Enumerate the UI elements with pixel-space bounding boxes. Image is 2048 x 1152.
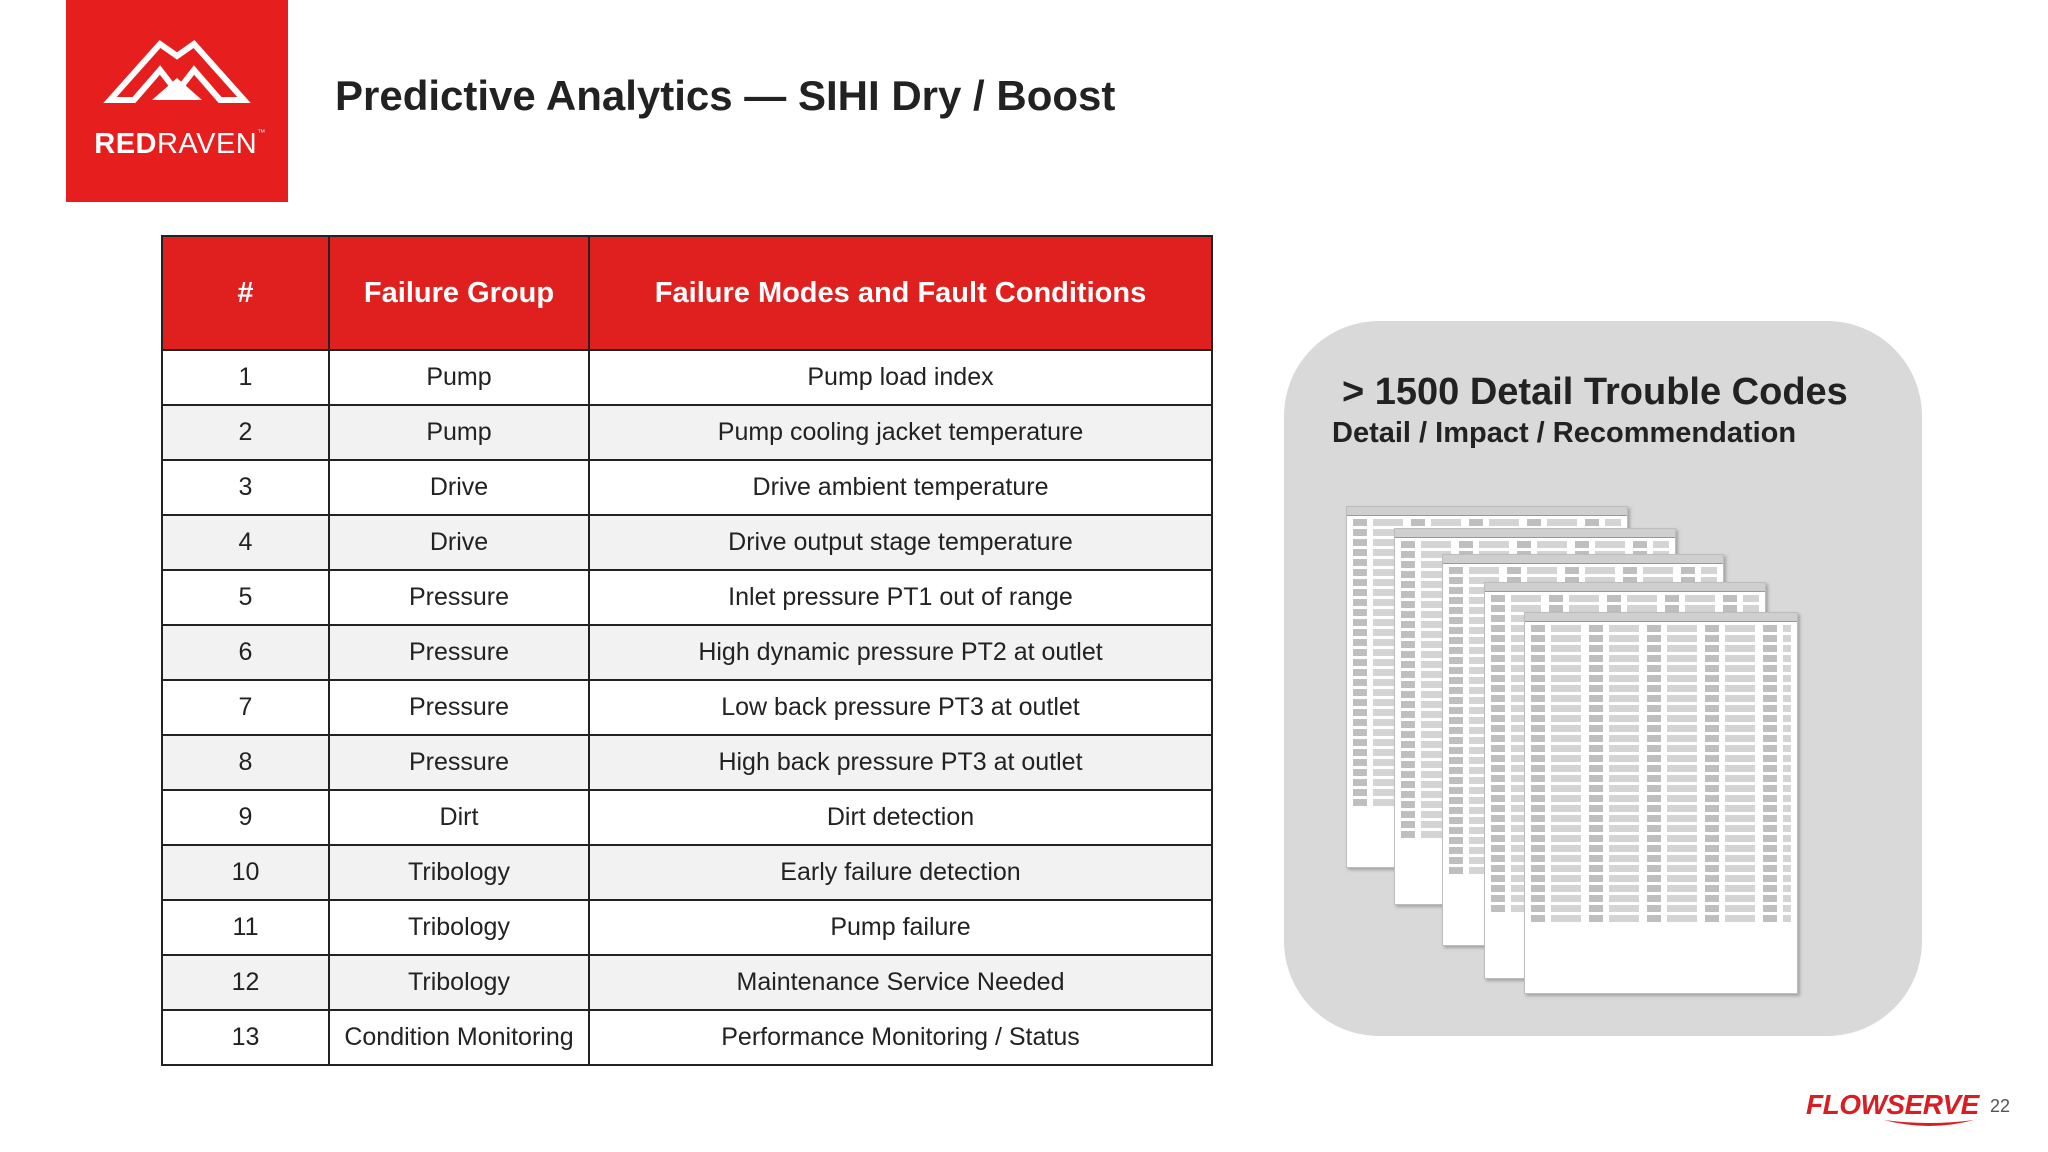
redraven-logo (66, 0, 288, 202)
sheet-text-line (1531, 655, 1791, 662)
sheet-text-line (1531, 875, 1791, 882)
row-number: 6 (162, 625, 329, 680)
table-row (162, 955, 1212, 1010)
header-number: # (162, 236, 329, 350)
table-row (162, 735, 1212, 790)
row-number: 12 (162, 955, 329, 1010)
sheet-text-line (1531, 645, 1791, 652)
row-mode: Drive ambient temperature (589, 460, 1212, 515)
trouble-codes-panel (1284, 321, 1922, 1036)
row-group: Drive (329, 515, 589, 570)
sheet-text-line (1531, 815, 1791, 822)
table-row (162, 460, 1212, 515)
sheet-text-line (1449, 567, 1717, 574)
row-number: 9 (162, 790, 329, 845)
sheet-text-line (1531, 745, 1791, 752)
sheet-text-line (1531, 705, 1791, 712)
table-row (162, 1010, 1212, 1065)
table-row (162, 350, 1212, 405)
flowserve-swoosh-icon (1884, 1118, 1974, 1130)
table-row (162, 405, 1212, 460)
header-failure-modes: Failure Modes and Fault Conditions (589, 236, 1212, 350)
row-mode: Low back pressure PT3 at outlet (589, 680, 1212, 735)
row-group: Pump (329, 405, 589, 460)
sheet-header-bar (1347, 507, 1627, 516)
trouble-codes-subheading: Detail / Impact / Recommendation (1332, 417, 1797, 449)
sheet-text-line (1531, 845, 1791, 852)
trouble-code-document-stack (1346, 506, 1806, 996)
row-mode: High back pressure PT3 at outlet (589, 735, 1212, 790)
row-group: Pressure (329, 570, 589, 625)
sheet-text-line (1531, 835, 1791, 842)
row-group: Condition Monitoring (329, 1010, 589, 1065)
row-mode: Pump cooling jacket temperature (589, 405, 1212, 460)
row-mode: High dynamic pressure PT2 at outlet (589, 625, 1212, 680)
sheet-text-line (1401, 541, 1669, 548)
row-group: Pressure (329, 735, 589, 790)
logo-trademark: ™ (257, 128, 266, 137)
row-group: Drive (329, 460, 589, 515)
sheet-text-line (1531, 765, 1791, 772)
flowserve-logo: FLOWSERVE (1806, 1089, 1979, 1120)
table-row (162, 625, 1212, 680)
page-title: Predictive Analytics — SIHI Dry / Boost (335, 72, 1116, 119)
row-mode: Drive output stage temperature (589, 515, 1212, 570)
sheet-text-line (1531, 695, 1791, 702)
row-group: Dirt (329, 790, 589, 845)
row-mode: Dirt detection (589, 790, 1212, 845)
table-row (162, 790, 1212, 845)
sheet-text-line (1531, 795, 1791, 802)
row-group: Tribology (329, 900, 589, 955)
row-number: 13 (162, 1010, 329, 1065)
sheet-header-bar (1395, 529, 1675, 538)
sheet-text-line (1531, 715, 1791, 722)
sheet-text-line (1531, 735, 1791, 742)
sheet-text-line (1353, 519, 1621, 526)
table-row (162, 845, 1212, 900)
row-group: Pump (329, 350, 589, 405)
sheet-text-line (1531, 865, 1791, 872)
sheet-text-line (1491, 595, 1759, 602)
row-mode: Pump failure (589, 900, 1212, 955)
table-row (162, 900, 1212, 955)
row-group: Tribology (329, 845, 589, 900)
row-number: 7 (162, 680, 329, 735)
row-number: 1 (162, 350, 329, 405)
sheet-text-line (1531, 915, 1791, 922)
document-sheet (1524, 612, 1798, 994)
table-row (162, 570, 1212, 625)
row-number: 8 (162, 735, 329, 790)
row-mode: Early failure detection (589, 845, 1212, 900)
sheet-header-bar (1443, 555, 1723, 564)
sheet-text-line (1531, 805, 1791, 812)
table-row (162, 515, 1212, 570)
sheet-text-line (1531, 895, 1791, 902)
header-failure-group: Failure Group (329, 236, 589, 350)
sheet-text-line (1531, 905, 1791, 912)
sheet-text-line (1531, 825, 1791, 832)
sheet-text-line (1531, 635, 1791, 642)
row-number: 4 (162, 515, 329, 570)
sheet-text-line (1531, 775, 1791, 782)
sheet-text-line (1531, 885, 1791, 892)
row-mode: Inlet pressure PT1 out of range (589, 570, 1212, 625)
sheet-text-line (1531, 855, 1791, 862)
row-number: 2 (162, 405, 329, 460)
sheet-text-line (1491, 605, 1759, 612)
trouble-codes-heading: > 1500 Detail Trouble Codes (1342, 371, 1848, 413)
logo-brand-bold: RED (94, 128, 157, 160)
table-row (162, 680, 1212, 735)
row-group: Pressure (329, 625, 589, 680)
sheet-text-line (1531, 755, 1791, 762)
sheet-text-line (1531, 665, 1791, 672)
sheet-header-bar (1525, 613, 1797, 622)
sheet-text-line (1531, 675, 1791, 682)
sheet-text-line (1531, 625, 1791, 632)
row-number: 5 (162, 570, 329, 625)
sheet-text-line (1531, 785, 1791, 792)
row-number: 3 (162, 460, 329, 515)
row-number: 11 (162, 900, 329, 955)
failure-modes-table (161, 235, 1213, 1066)
page-number: 22 (1990, 1096, 2011, 1116)
logo-brand-light: RAVEN (156, 128, 258, 160)
row-mode: Performance Monitoring / Status (589, 1010, 1212, 1065)
row-group: Pressure (329, 680, 589, 735)
sheet-text-line (1531, 725, 1791, 732)
row-number: 10 (162, 845, 329, 900)
row-mode: Pump load index (589, 350, 1212, 405)
logo-wordmark (90, 128, 270, 161)
table-header-row (162, 236, 1212, 350)
raven-wings-icon (100, 34, 254, 114)
row-group: Tribology (329, 955, 589, 1010)
sheet-text-line (1531, 685, 1791, 692)
sheet-header-bar (1485, 583, 1765, 592)
row-mode: Maintenance Service Needed (589, 955, 1212, 1010)
